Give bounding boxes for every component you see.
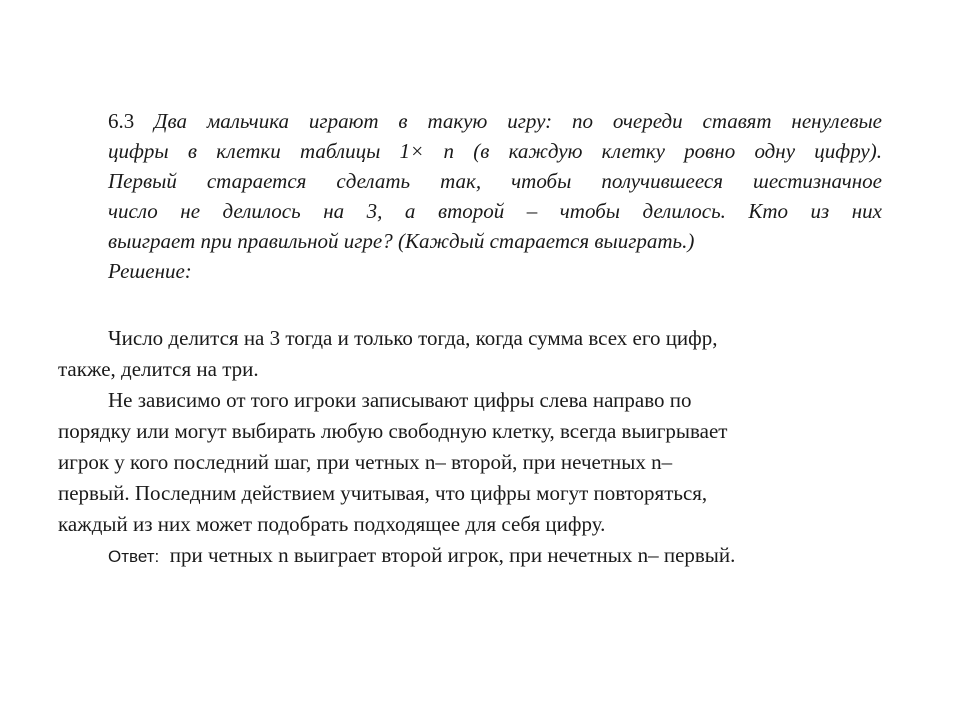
problem-line-1: [108, 106, 882, 136]
answer-line: [58, 540, 888, 572]
answer-label: Ответ:: [108, 547, 160, 566]
solution-body: [58, 323, 888, 572]
problem-line-3: Первый старается сделать так, чтобы получившееся шестизначное: [108, 169, 882, 193]
problem-line-4: число не делилось на 3, а второй – чтобы делилось. Кто из них: [108, 199, 882, 223]
problem-text-1: Два мальчика играют в такую игру: по очереди ставят ненулевые: [154, 109, 882, 133]
solution-p2-line-1: Не зависимо от того игроки записывают цифры слева направо по: [108, 388, 692, 412]
problem-line-5: выиграет при правильной игре? (Каждый старается выиграть.): [108, 229, 695, 253]
problem-number: 6.3: [108, 109, 135, 133]
solution-p2-line-3: игрок у кого последний шаг, при четных n– второй, при нечетных n–: [58, 450, 673, 474]
answer-text: при четных n выиграет второй игрок, при нечетных n– первый.: [159, 543, 736, 567]
problem-line-2: цифры в клетки таблицы 1× n (в каждую клетку ровно одну цифру).: [108, 139, 882, 163]
solution-p1-line-2: также, делится на три.: [58, 357, 259, 381]
solution-heading: Решение:: [108, 259, 192, 283]
problem-statement: [108, 106, 882, 286]
solution-p2-line-2: порядку или могут выбирать любую свободную клетку, всегда выигрывает: [58, 419, 728, 443]
solution-p1-line-1: Число делится на 3 тогда и только тогда, когда сумма всех его цифр,: [108, 326, 718, 350]
solution-p2-line-4: первый. Последним действием учитывая, что цифры могут повторяться,: [58, 481, 708, 505]
solution-p2-line-5: каждый из них может подобрать подходящее для себя цифру.: [58, 512, 606, 536]
